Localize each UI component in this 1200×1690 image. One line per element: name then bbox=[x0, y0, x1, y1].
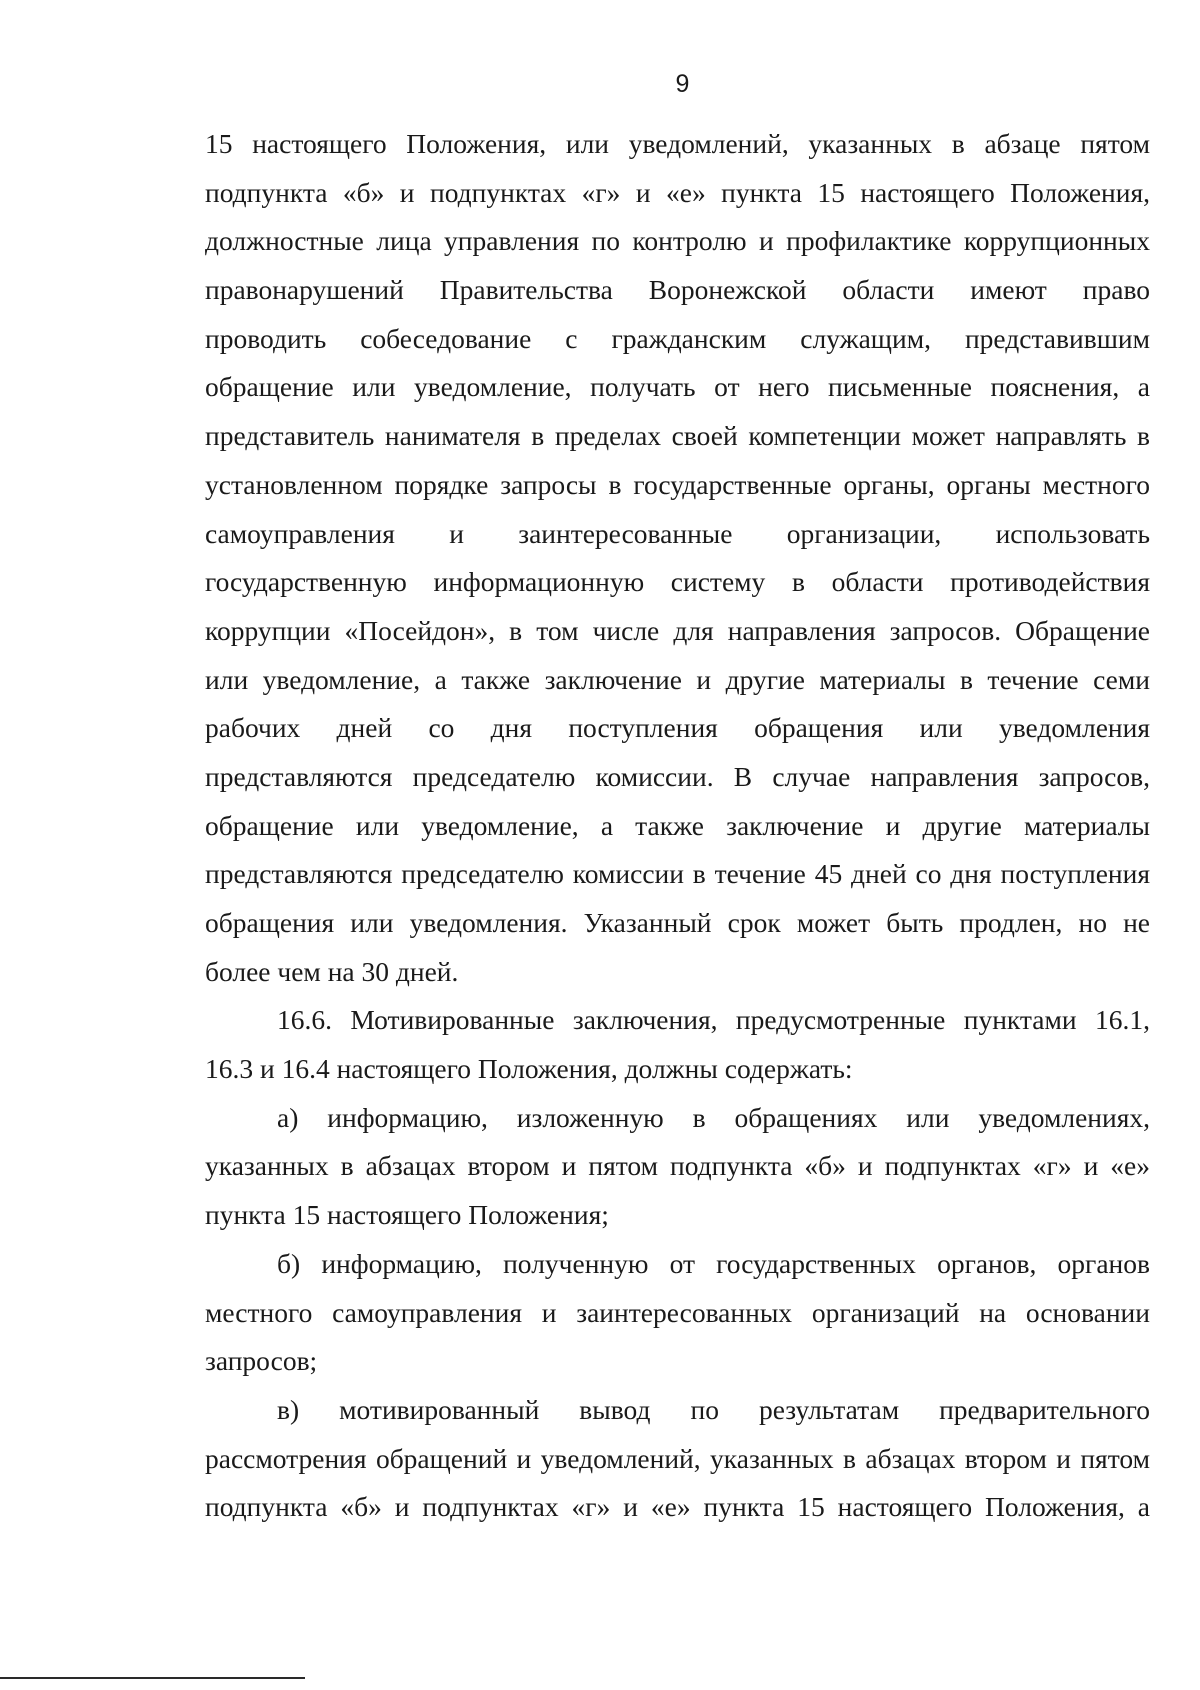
text-line: б) информацию, полученную от государственных органов, органов bbox=[277, 1247, 1150, 1279]
text-line: пункта 15 настоящего Положения; bbox=[205, 1199, 609, 1231]
text-line: или уведомление, а также заключение и другие материалы в течение семи bbox=[205, 663, 1150, 695]
text-line: самоуправления и заинтересованные организации, использовать bbox=[205, 517, 1150, 549]
text-line: а) информацию, изложенную в обращениях или уведомлениях, bbox=[277, 1101, 1150, 1133]
text-line: установленном порядке запросы в государственные органы, органы местного bbox=[205, 468, 1150, 500]
text-line: 15 настоящего Положения, или уведомлений, указанных в абзаце пятом bbox=[205, 128, 1150, 159]
text-line: обращение или уведомление, получать от него письменные пояснения, а bbox=[205, 371, 1150, 403]
text-line: представитель нанимателя в пределах своей компетенции может направлять в bbox=[205, 420, 1150, 452]
text-line: правонарушений Правительства Воронежской области имеют право bbox=[205, 274, 1150, 306]
text-line: 16.3 и 16.4 настоящего Положения, должны содержать: bbox=[205, 1053, 853, 1085]
text-line: указанных в абзацах втором и пятом подпункта «б» и подпунктах «г» и «е» bbox=[205, 1150, 1150, 1182]
text-line: местного самоуправления и заинтересованных организаций на основании bbox=[205, 1296, 1150, 1328]
scan-edge-line bbox=[0, 1677, 305, 1679]
text-line: коррупции «Посейдон», в том числе для направления запросов. Обращение bbox=[205, 614, 1150, 646]
text-line: подпункта «б» и подпунктах «г» и «е» пункта 15 настоящего Положения, а bbox=[205, 1491, 1150, 1523]
text-line: рассмотрения обращений и уведомлений, указанных в абзацах втором и пятом bbox=[205, 1442, 1150, 1474]
page-number: 9 bbox=[675, 70, 690, 98]
text-line: проводить собеседование с гражданским служащим, представившим bbox=[205, 322, 1150, 354]
text-line: в) мотивированный вывод по результатам предварительного bbox=[277, 1393, 1150, 1425]
text-line: подпункта «б» и подпунктах «г» и «е» пункта 15 настоящего Положения, bbox=[205, 176, 1150, 208]
document-body-text bbox=[205, 120, 1150, 1532]
text-line: обращение или уведомление, а также заключение и другие материалы bbox=[205, 809, 1150, 841]
text-line: более чем на 30 дней. bbox=[205, 955, 459, 987]
text-line: рабочих дней со дня поступления обращения или уведомления bbox=[205, 712, 1150, 744]
text-line: представляются председателю комиссии. В случае направления запросов, bbox=[205, 760, 1150, 792]
text-line: 16.6. Мотивированные заключения, предусмотренные пунктами 16.1, bbox=[277, 1004, 1150, 1036]
text-line: государственную информационную систему в области противодействия bbox=[205, 566, 1150, 598]
text-line: должностные лица управления по контролю и профилактике коррупционных bbox=[205, 225, 1150, 257]
text-line: обращения или уведомления. Указанный срок может быть продлен, но не bbox=[205, 907, 1150, 938]
text-line: запросов; bbox=[205, 1345, 318, 1377]
text-line: представляются председателю комиссии в течение 45 дней со дня поступления bbox=[205, 858, 1150, 890]
